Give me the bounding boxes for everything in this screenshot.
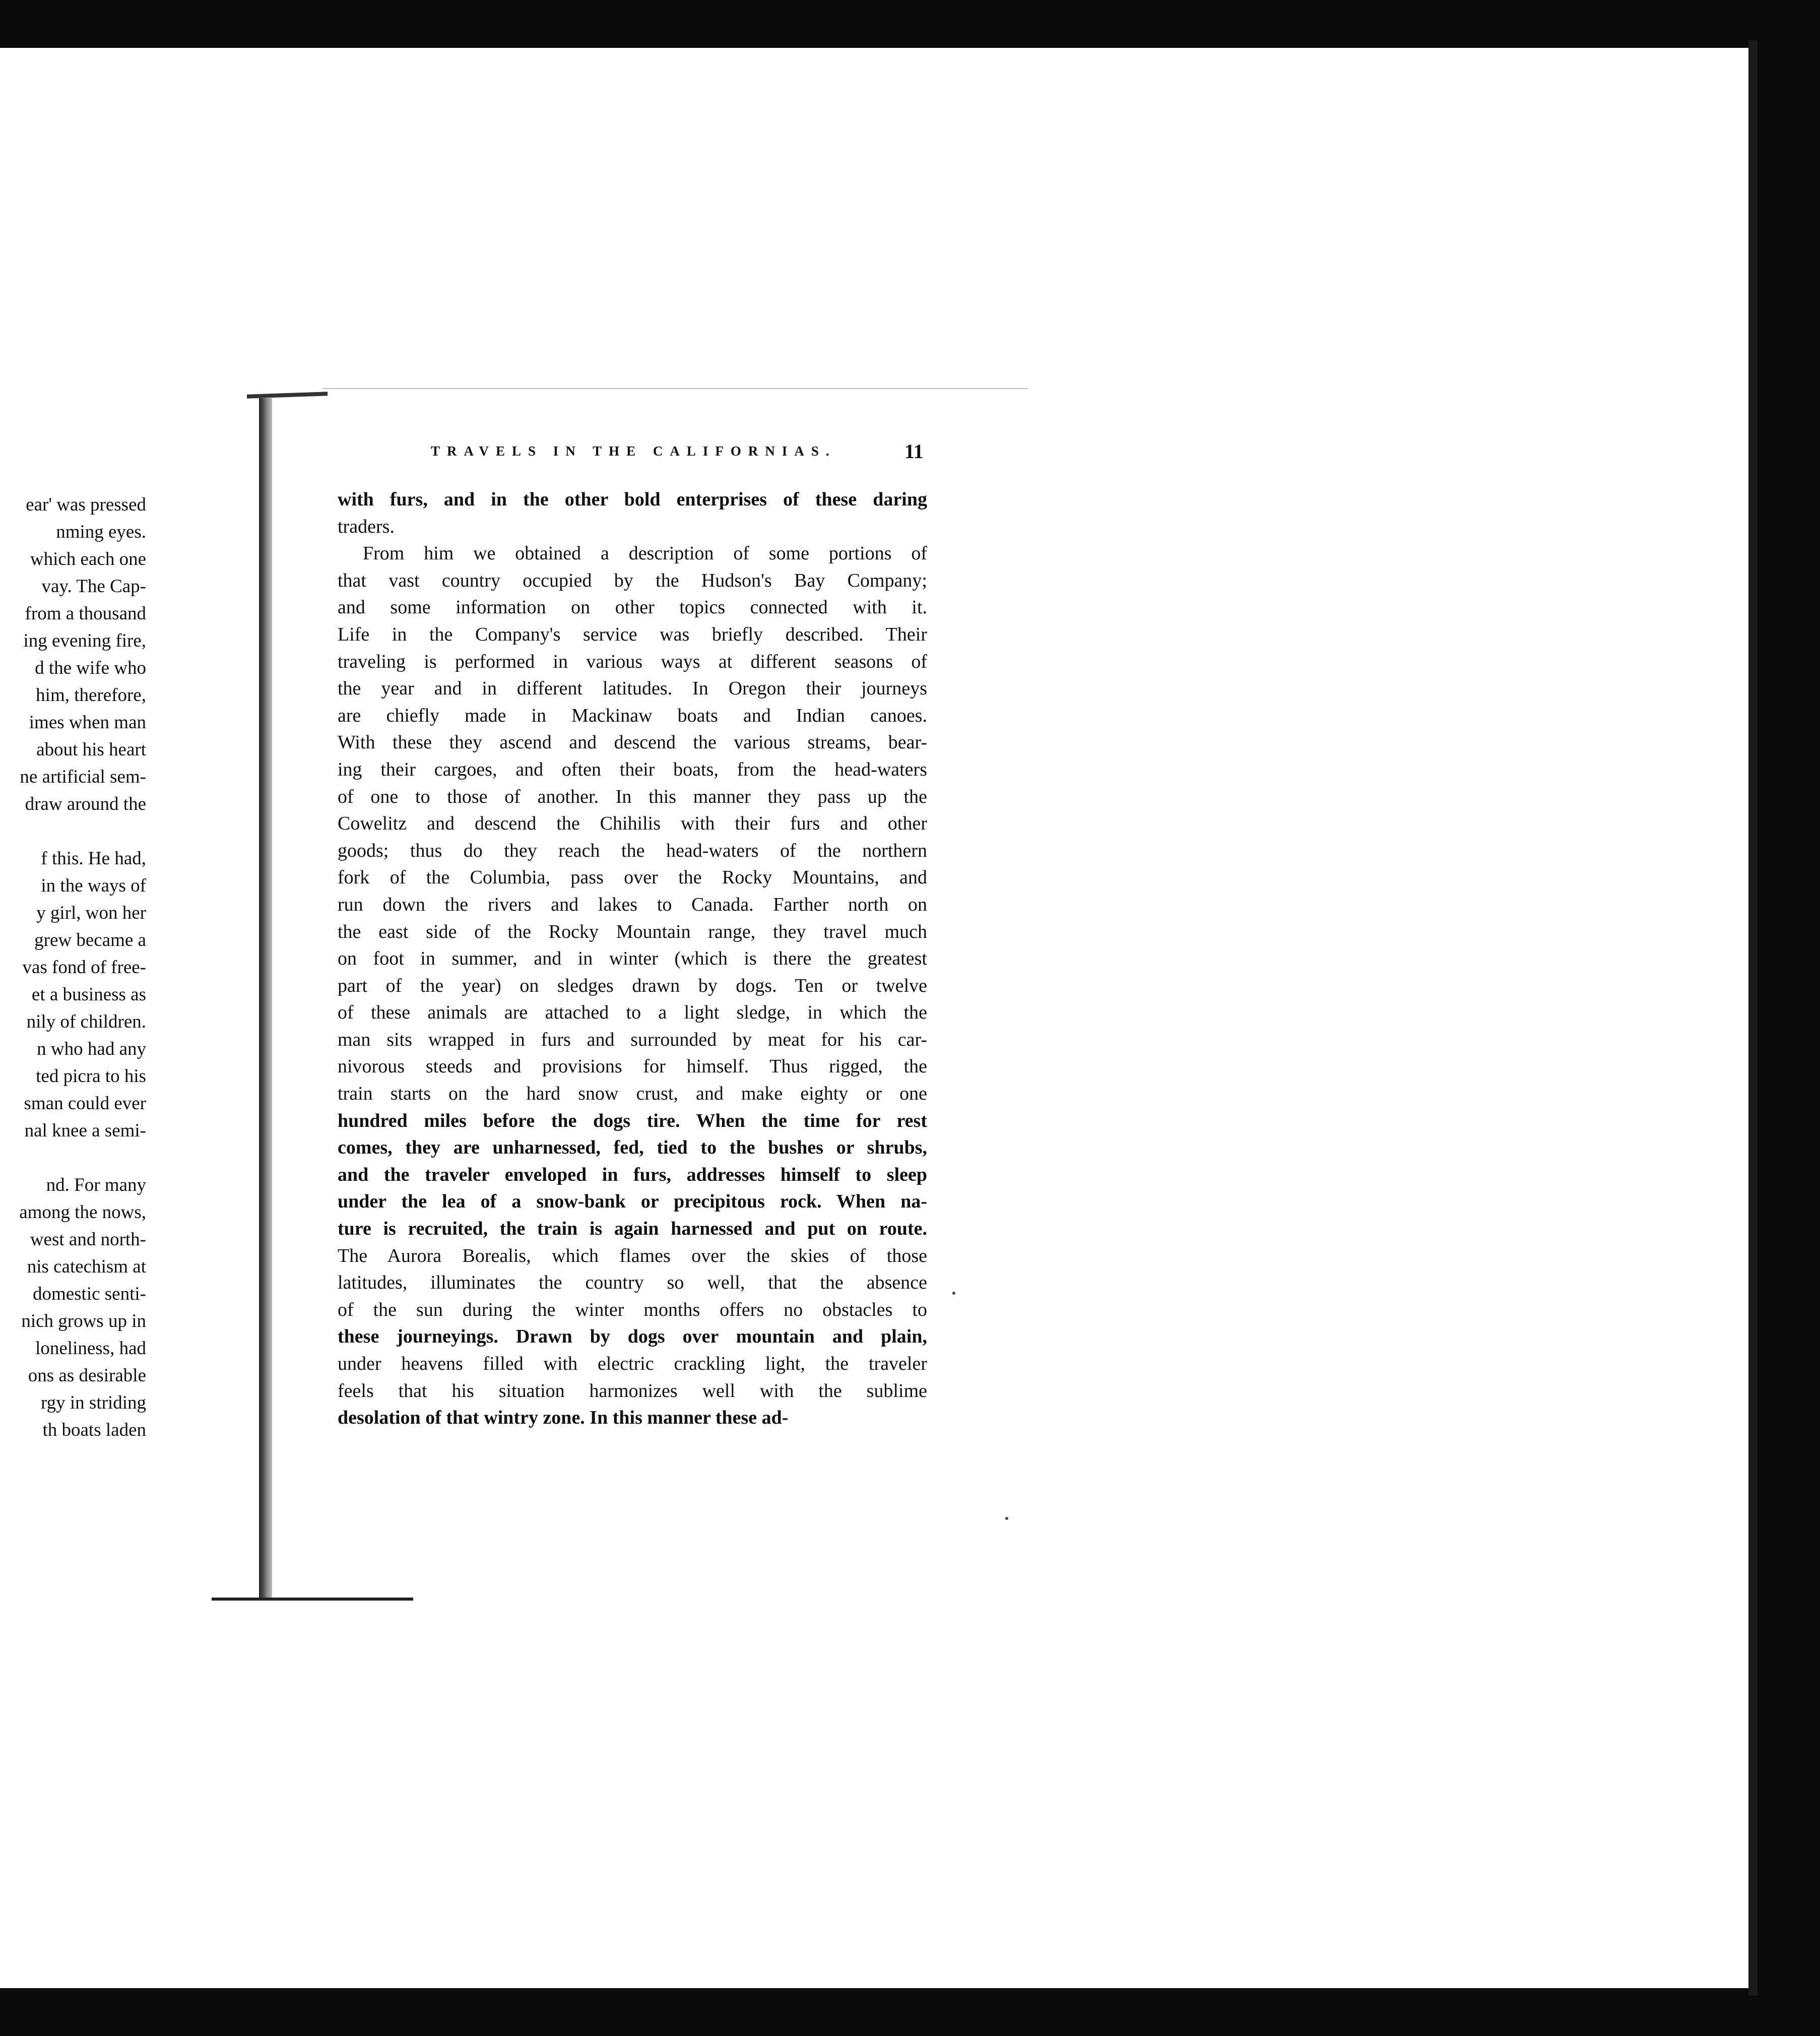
body-line: traders. [338, 516, 395, 537]
facing-page-line: et a business as [31, 984, 146, 1005]
page-number: 11 [904, 440, 924, 463]
facing-page-line: from a thousand [25, 603, 146, 624]
facing-page-line: domestic senti- [32, 1284, 146, 1304]
body-line: run down the rivers and lakes to Canada. Farther north on [338, 894, 927, 915]
facing-page-line: draw around the [25, 794, 146, 814]
facing-page-line: f this. He had, [41, 848, 146, 869]
facing-page-line: nis catechism at [27, 1256, 146, 1277]
body-line: these journeyings. Drawn by dogs over mountain and plain, [338, 1326, 927, 1348]
facing-page-line: about his heart [36, 739, 146, 760]
body-line: man sits wrapped in furs and surrounded by meat for his car- [338, 1029, 927, 1050]
body-line: nivorous steeds and provisions for himself. Thus rigged, the [338, 1056, 927, 1077]
scan-border-right [1758, 0, 1820, 2036]
facing-page-line: ne artificial sem- [20, 767, 146, 787]
facing-page-line: n who had any [37, 1039, 146, 1059]
scan-border-top [0, 0, 1820, 48]
facing-page-line: th boats laden [42, 1420, 146, 1440]
facing-page-line: ons as desirable [28, 1365, 146, 1386]
body-line: Cowelitz and descend the Chihilis with their furs and other [338, 813, 927, 835]
body-line: of one to those of another. In this manner they pass up the [338, 786, 927, 807]
facing-page-line: nily of children. [26, 1011, 146, 1032]
binding-gutter-top [247, 392, 328, 399]
body-line: comes, they are unharnessed, fed, tied to the bushes or shrubs, [338, 1137, 927, 1159]
facing-page-line: nich grows up in [21, 1311, 146, 1331]
body-text [338, 486, 927, 1432]
facing-page-line: y girl, won her [36, 903, 146, 923]
scan-border-bottom [0, 1988, 1820, 2036]
facing-page-line: nming eyes. [56, 522, 146, 542]
facing-page-line: vas fond of free- [22, 957, 146, 978]
running-head: TRAVELS IN THE CALIFORNIAS. [431, 443, 836, 459]
body-line: the year and in different latitudes. In Oregon their journeys [338, 678, 927, 699]
facing-page-line: sman could ever [24, 1093, 146, 1114]
binding-gutter [259, 398, 272, 1598]
facing-page-line: among the nows, [19, 1202, 146, 1223]
body-line: ing their cargoes, and often their boats, from the head-waters [338, 758, 927, 780]
body-line: train starts on the hard snow crust, and make eighty or one [338, 1083, 927, 1105]
body-line: feels that his situation harmonizes well with the sublime [338, 1380, 927, 1402]
body-line: the east side of the Rocky Mountain range, they travel much [338, 921, 927, 942]
body-line: part of the year) on sledges drawn by dogs. Ten or twelve [338, 975, 927, 996]
binding-gutter-bottom [212, 1598, 413, 1601]
facing-page-line: nd. For many [46, 1175, 146, 1195]
facing-page-fragment [0, 491, 151, 1459]
body-line: traveling is performed in various ways at different seasons of [338, 651, 927, 672]
body-line: fork of the Columbia, pass over the Rocky Mountains, and [338, 867, 927, 888]
body-line: latitudes, illuminates the country so well, that the absence [338, 1272, 927, 1294]
body-line: of the sun during the winter months offers no obstacles to [338, 1299, 927, 1320]
facing-page-line: ing evening fire, [23, 630, 146, 651]
body-line: ture is recruited, the train is again harnessed and put on route. [338, 1218, 927, 1240]
body-line: hundred miles before the dogs tire. When the time for rest [338, 1110, 927, 1131]
page-edge-hairline [322, 388, 1028, 389]
scan-speck [952, 1292, 955, 1295]
body-line: under the lea of a snow-bank or precipitous rock. When na- [338, 1191, 927, 1213]
body-line: of these animals are attached to a light sledge, in which the [338, 1002, 927, 1024]
body-line: with furs, and in the other bold enterprises of these daring [338, 489, 927, 510]
facing-page-line: in the ways of [41, 875, 146, 896]
facing-page-line: nal knee a semi- [24, 1120, 146, 1141]
body-line: that vast country occupied by the Hudson's Bay Company; [338, 569, 927, 591]
facing-page-line: d the wife who [35, 658, 146, 678]
body-line: and some information on other topics connected with it. [338, 597, 927, 618]
scan-speck [1005, 1517, 1008, 1520]
body-line: are chiefly made in Mackinaw boats and Indian canoes. [338, 705, 927, 726]
body-line: The Aurora Borealis, which flames over the skies of those [338, 1245, 927, 1266]
body-line: under heavens filled with electric crackling light, the traveler [338, 1353, 927, 1374]
facing-page-line: which each one [30, 549, 146, 569]
facing-page-line: ear' was pressed [26, 494, 146, 515]
body-line: From him we obtained a description of some portions of [363, 543, 927, 564]
body-line: Life in the Company's service was briefly described. Their [338, 623, 927, 645]
body-line: goods; thus do they reach the head-waters of the northern [338, 840, 927, 861]
facing-page-line: imes when man [29, 712, 146, 733]
facing-page-line: rgy in striding [41, 1392, 146, 1413]
body-line: on foot in summer, and in winter (which is there the greatest [338, 948, 927, 970]
body-line: With these they ascend and descend the various streams, bear- [338, 732, 927, 753]
body-line: desolation of that wintry zone. In this manner these ad- [338, 1407, 789, 1429]
body-line: and the traveler enveloped in furs, addresses himself to sleep [338, 1164, 927, 1185]
facing-page-line: loneliness, had [35, 1338, 146, 1359]
facing-page-line: west and north- [30, 1229, 146, 1250]
facing-page-line: him, therefore, [36, 685, 146, 706]
facing-page-line: vay. The Cap- [41, 576, 146, 597]
facing-page-line: grew became a [34, 930, 146, 950]
facing-page-line: ted picra to his [36, 1066, 146, 1087]
